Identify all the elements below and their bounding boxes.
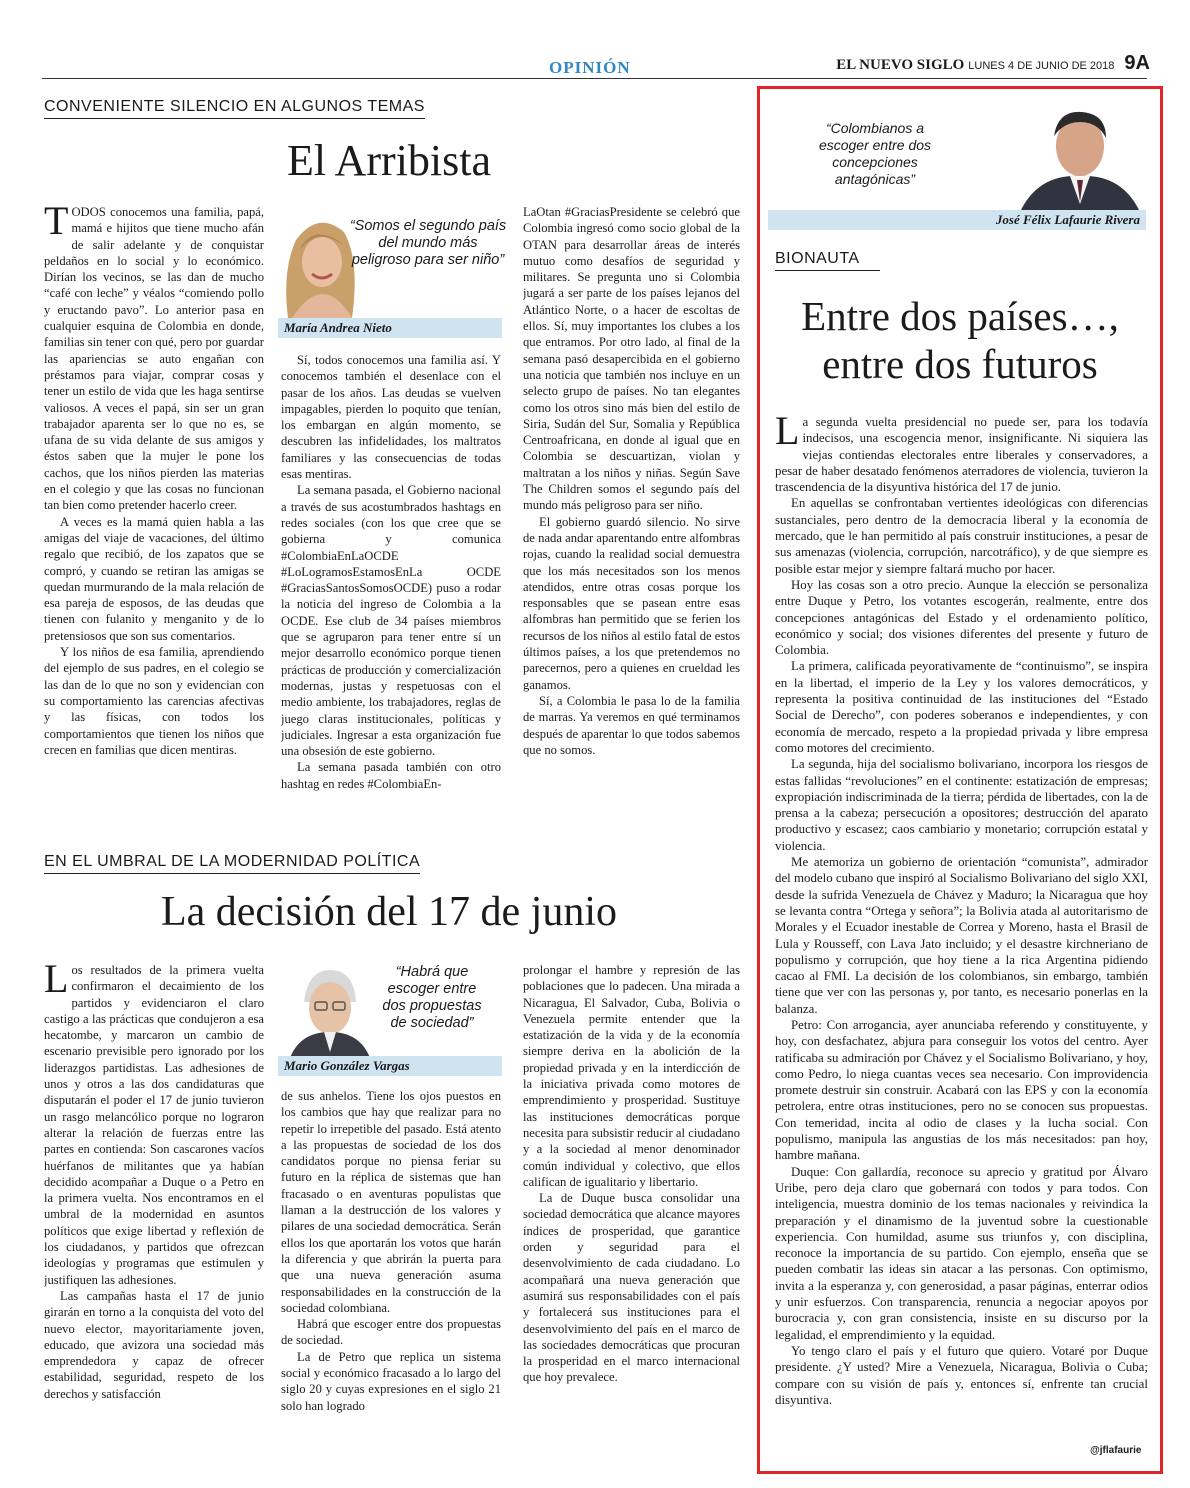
article2-column-3 <box>523 962 740 1462</box>
article3-paragraph: La segunda, hija del socialismo bolivariano, incorpora los riesgos de estas fallidas “revoluciones” en el continente: estatización de empresas; expropiación indiscriminada de la tierra; pérdida de libertades, con la de prensa a la cabeza; persecución a opositores; destrucción del aparato productivo y escasez; caos cambiario y monetario; corrupción estatal y violencia. <box>775 757 1148 853</box>
article3-body <box>775 414 1148 1414</box>
drop-cap: L <box>44 962 69 1001</box>
article3-paragraph: La primera, calificada peyorativamente de “continuismo”, se inspira en la libertad, el imperio de la Ley y los valores democráticos, y representa la positiva continuidad de las instituciones del “Estado Social de Derecho”, con poderes soberanos e independientes, y con economía de mercado, respeto a la propiedad privada y libre empresa como motores del crecimiento. <box>775 659 1148 755</box>
header-rule <box>42 78 1147 79</box>
article2-paragraph: prolongar el hambre y represión de las poblaciones que lo padecen. Una mirada a Nicaragua, El Salvador, Cuba, Bolivia o Venezuela permite entender que la estatización de la vida y de la economía siempre deriva en la abolición de la propiedad privada y en la interdicción de la iniciativa privada como motores de emprendimiento y prosperidad. Sustituye las instituciones democráticas porque necesita para subsistir reducir al ciudadano y a la sociedad al menor denominador común individual y colectivo, que ellos califican de igualitario y libertario. <box>523 963 740 1189</box>
twitter-handle: @jflafaurie <box>1090 1445 1142 1456</box>
article3-quote: “Colombianos a escoger entre dos concepciones antagónicas” <box>818 120 932 187</box>
article1-author: María Andrea Nieto <box>278 318 502 338</box>
page-number: 9A <box>1124 52 1150 74</box>
article1-paragraph: La semana pasada, el Gobierno nacional a través de sus acostumbrados hashtags en redes sociales (con los que cree que se gobierna y comunica #ColombiaEnLaOCDE #LoLogramosEstamosEnLa OCDE #GraciasSantosSomosOCDE) puso a rodar la noticia del ingreso de Colombia a la OCDE. Ese club de 34 países miembros que se agruparon para tener entre sí un mejor desarrollo económico porque tienen prácticas de producción y comercialización modernas, justas y respetuosas con el medio ambiente, los trabajadores, reglas de juego claras institucionales, políticas y judiciales. Ingresar a esta organización fue una obsesión de este gobierno. <box>281 483 501 759</box>
section-label: OPINIÓN <box>549 58 631 77</box>
publication-date: LUNES 4 DE JUNIO DE 2018 <box>968 60 1115 72</box>
article3-paragraph: En aquellas se confrontaban vertientes ideológicas con diferencias sustanciales, pero dentro de la democracia liberal y la economía de mercado, que le han permitido al país construir instituciones, a pesar de sus amenazas (violencia, corrupción, narcotráfico), y de que siempre es posible estar mejor y siempre faltará mucho por hacer. <box>775 496 1148 576</box>
article3-paragraph: Me atemoriza un gobierno de orientación “comunista”, admirador del modelo cubano que inspiró al Socialismo Bolivariano del siglo XXI, desde la sufrida Venezuela de Chávez y Maduro; la Nicaragua que hoy se levanta contra “Ortega y señora”; la Bolivia atada al autoritarismo de Morales y el Ecuador inestable de Correa y Moreno, hasta el Brasil de Lula y Rousseff, con Lava Jato incluido; y el desastre kirchneriano de populismo y corrupción, que hoy tiene a la rica Argentina pidiendo cacao al FMI. La decisión de los colombianos, sin embargo, también tiene que ver con las personas y, por tanto, es necesario ponerlas en la balanza. <box>775 855 1148 1016</box>
masthead <box>836 52 1150 75</box>
article2-paragraph: Las campañas hasta el 17 de junio girarán en torno a la conquista del voto del nuevo elector, mayoritariamente joven, educado, que avizora una sociedad más emprendedora y capaz de ofrecer estabilidad, seguridad, respeto de los derechos y satisfacción <box>44 1288 264 1401</box>
article2-headline: La decisión del 17 de junio <box>160 889 618 935</box>
article2-column-1 <box>44 962 264 1462</box>
article2-paragraph: La de Duque busca consolidar una sociedad democrática que alcance mayores índices de prosperidad, que garantice orden y seguridad para el desenvolvimiento de cada ciudadano. Lo acompañará una nueva generación que asumirá sus responsabilidades con el país y fortalecerá sus instituciones para el desenvolvimiento del país en el marco de las sociedades democráticas que procuran la prosperidad en el marco internacional que hoy prevalece. <box>523 1191 740 1385</box>
article2-paragraph: Habrá que escoger entre dos propuestas de sociedad. <box>281 1317 501 1348</box>
article3-kicker: BIONAUTA <box>775 250 880 271</box>
author-photo-mario-gonzalez-vargas <box>284 962 376 1058</box>
article3-author: José Félix Lafaurie Rivera <box>768 210 1146 230</box>
article3-headline: Entre dos países…, entre dos futuros <box>801 293 1119 387</box>
article1-paragraph: TODOS conocemos una familia, papá, mamá e hijitos que tiene mucho afán de salir adelante y de conquistar peldaños en lo social y lo económico. Dirían los vecinos, se las dan de mucho “café con leche” y véalos “comiendo pollo y eructando pavo”. Lo anterior pasa en cualquier esquina de Colombia en donde, familias sin tener con qué, pero por guardar las apariencias se auto engañan con préstamos para viajar, comprar cosas y tener un estilo de vida que les haga sentirse valiosos. A veces el papá, sin ser un gran trabajador aparenta ser lo que no es, se ufana de su vida delante de sus amigos y éstos saben que la mujer le pone los cachos, que los niños pierden las materias en el colegio y que las cosas no funcionan tan bien como pretender hacerlo creer. <box>44 204 264 513</box>
drop-cap: T <box>44 204 69 243</box>
article3-paragraph: La segunda vuelta presidencial no puede ser, para los todavía indecisos, una escogencia menor, insignificante. Ni siquiera las viejas contiendas electorales entre liberales y conservadores, a pesar de haber desatado fenómenos aterradores de violencia, tuvieron la trascendencia de la disyuntiva histórica del 17 de junio. <box>775 414 1148 495</box>
article1-paragraph: LaOtan #GraciasPresidente se celebró que Colombia ingresó como socio global de la OTAN para desarrollar áreas de interés mutuo como desafíos de seguridad y militares. Se pregunta uno si Colombia jugará a ser parte de los países lejanos del Atlántico Norte, o a hacer de escoltas de ellos. Sí, muy importantes los clubes a los que entramos. Por otro lado, al final de la semana pasó desapercibida en el gobierno una noticia que también nos incluye en un selecto grupo de países. No tan elegantes como los otros sino más bien del estilo de Siria, Sudán del Sur, Somalia y República Centroafricana, en donde al igual que en Colombia se descuartizan, violan y maltratan a los niños y niñas. Según Save The Children somos el segundo país del mundo más peligroso para ser niño. <box>523 205 740 513</box>
article2-kicker: EN EL UMBRAL DE LA MODERNIDAD POLÍTICA <box>44 853 420 874</box>
article1-paragraph: La semana pasada también con otro hashtag en redes #ColombiaEn- <box>281 760 501 791</box>
author-photo-jose-felix-lafaurie <box>1010 100 1148 212</box>
drop-cap: L <box>775 414 800 453</box>
article1-headline: El Arribista <box>286 136 492 185</box>
article1-paragraph: El gobierno guardó silencio. No sirve de nada andar aparentando entre alfombras rojas, cuando la realidad social demuestra que los más necesitados son los menos atendidos, entre otras cosas porque los responsables que se pasean entre esas alfombras han permitido que se ferien los recursos de los niños al estilo fatal de estos últimos países, a los que pretendemos no parecernos, pero a quienes en crueldad les ganamos. <box>523 514 740 692</box>
article3-paragraph: Hoy las cosas son a otro precio. Aunque la elección se personaliza entre Duque y Petro, los votantes escogerán, realmente, entre dos concepciones antagónicas del Estado y el ordenamiento político, económico y social; dos visiones diferentes del presente y futuro de Colombia. <box>775 577 1148 658</box>
article2-author: Mario González Vargas <box>278 1056 502 1076</box>
article1-paragraph: Y los niños de esa familia, aprendiendo del ejemplo de sus padres, en el colegio se las dan de lo que no son y evidencian con su comportamiento las carencias afectivas y las físicas, con todos los comportamientos que tienen los niños que crecen en familias que dicen mentiras. <box>44 645 264 757</box>
article1-kicker: CONVENIENTE SILENCIO EN ALGUNOS TEMAS <box>44 98 425 119</box>
article3-paragraph: Duque: Con gallardía, reconoce su aprecio y gratitud por Álvaro Uribe, pero deja claro que gobernará con todos y para todos. Con inteligencia, muestra dominio de los temas nacionales y reivindica la preparación y el dinamismo de la juventud sobre la cuestionable experiencia. Con humildad, asume sus triunfos y, con disciplina, reconoce la importancia de su partido. Con ejemplo, enseña que se pueden combatir las ideas sin atacar a las personas. Con optimismo, invita a la esperanza y, con generosidad, a pasar páginas, enterrar odios y unir esfuerzos. Con transparencia, renuncia a negociar apoyos por burocracia y, con gran consistencia, insiste en su discurso por la legalidad, el emprendimiento y la equidad. <box>775 1164 1148 1342</box>
article1-column-1 <box>44 204 264 804</box>
article2-paragraph: Los resultados de la primera vuelta confirmaron el decaimiento de los partidos y evidenciaron el claro castigo a las prácticas que condujeron a esa hecatombe, y marcaron un cambio de escenario previsible pero ignorado por los liderazgos partidistas. Las adhesiones de unos y otros a las dos candidaturas que disputarán el poder el 17 de junio tuvieron un rasgo melancólico porque no lograron alterar la relación de fuerzas entre las partes en contienda: Son cascarones vacíos huérfanos de militantes que ya habían decidido acompañar a Duque o a Petro en la primera vuelta. Nos encontramos en el umbral de la modernidad en asuntos políticos que exige libertad y reflexión de los ciudadanos, y partidos que ofrezcan ideologías y programas que estimulen y justifiquen las adhesiones. <box>44 962 264 1287</box>
publication-name: EL NUEVO SIGLO <box>836 57 965 73</box>
article1-column-3 <box>523 204 740 824</box>
article3-paragraph: Petro: Con arrogancia, ayer anunciaba referendo y constituyente, y hoy, con desfachatez, abjura para conseguir los votos del centro. Ayer ratificaba su admiración por Chávez y el Socialismo Bolivariano, y hoy, como Pedro, lo niega cuantas veces sea necesario. Con improvidencia promete destruir sin construir. Acabará con las EPS y con la economía petrolera, entre otras instituciones, pero no se conocen sus propuestas. Con temeridad, incita al odio de clases y la lucha social. Con populismo, manipula las angustias de los más necesitados: pan hoy, hambre mañana. <box>775 1017 1148 1163</box>
article1-paragraph: Sí, todos conocemos una familia así. Y conocemos también el desenlace con el pasar de los años. Las deudas se vuelven impagables, pierden lo poquito que tenían, los embargan en algún momento, se descubren las infidelidades, los maltratos familiares y las consecuencias de todas esas mentiras. <box>281 353 501 482</box>
article1-paragraph: Sí, a Colombia le pasa lo de la familia de marras. Ya veremos en qué terminamos después de aparentar lo que todos sabemos que no somos. <box>523 693 740 757</box>
article3-paragraph: Yo tengo claro el país y el futuro que quiero. Votaré por Duque presidente. ¿Y usted? Mire a Venezuela, Nicaragua, Bolivia o Cuba; compare con su visión de país y, entonces sí, enfrente tan crucial disyuntiva. <box>775 1343 1148 1407</box>
article1-paragraph: A veces es la mamá quien habla a las amigas del viaje de vacaciones, del último regalo que recibió, de los zapatos que se compró, y cuando se retiran las amigas se quedan murmurando de la mala relación de esa pareja de esposos, de las deudas que tienen con fulanito y menganito y de lo pretensiosos que son sus comentarios. <box>44 514 264 643</box>
article1-column-2 <box>281 352 501 842</box>
article2-paragraph: La de Petro que replica un sistema social y económico fracasado a lo largo del siglo 20 y cuyas expresiones en el siglo 21 solo han logrado <box>281 1349 501 1413</box>
article2-column-2 <box>281 1088 501 1468</box>
article2-paragraph: de sus anhelos. Tiene los ojos puestos en los cambios que hay que realizar para no repetir lo irrepetible del pasado. Está atento a las propuestas de sociedad de los dos candidatos porque no piensa feriar su futuro en la réplica de sistemas que han fracasado o en aventuras populistas que llaman a la destrucción de los valores y pilares de una sociedad democrática. Serán ellos los que aportarán los votos que harán la diferencia y que abrirán la puerta para que una nueva generación asuma responsabilidades en la construcción de la sociedad colombiana. <box>281 1089 501 1315</box>
article2-quote: “Habrá que escoger entre dos propuestas de sociedad” <box>382 964 482 1031</box>
article1-quote: “Somos el segundo país del mundo más peligroso para ser niño” <box>349 218 507 268</box>
